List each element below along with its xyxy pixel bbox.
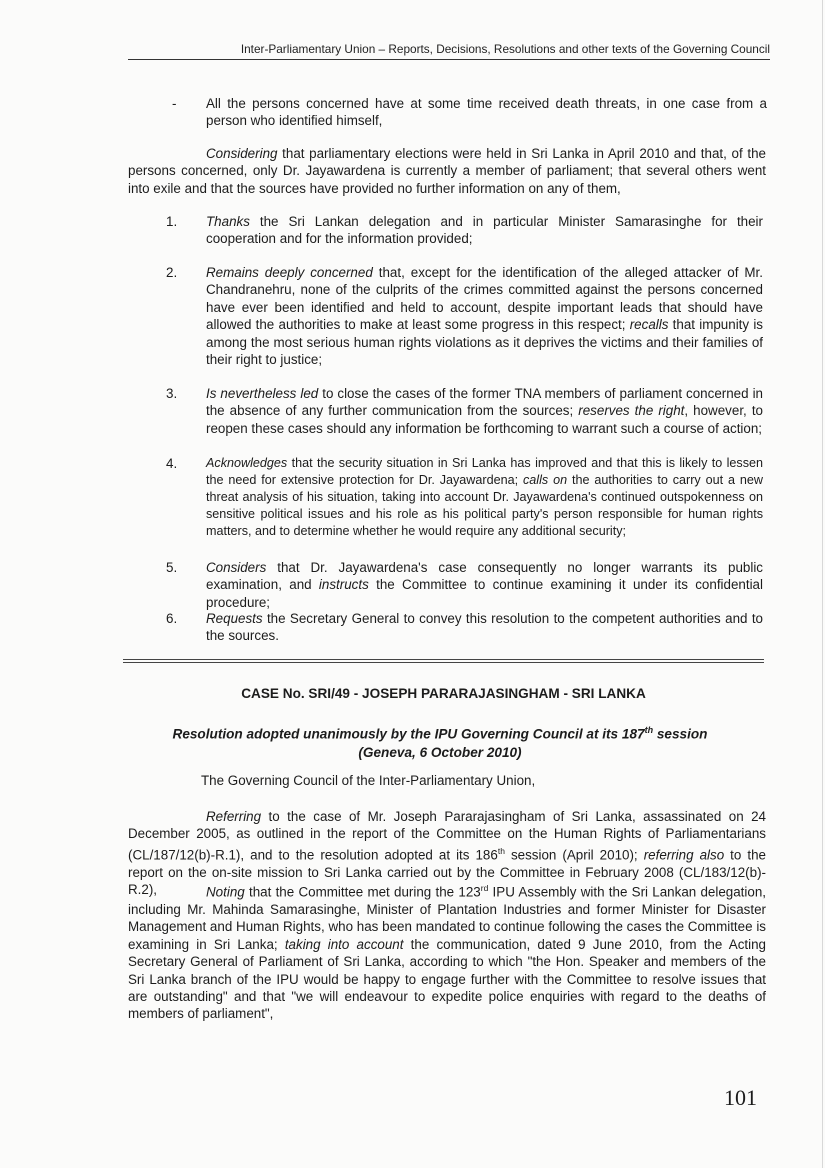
noting-text-2: IPU Assembly with the Sri Lankan delegation, including Mr. Mahinda Samarasinghe, Minister of Plantation Industries and former Minister for Disaster Management and Human Rights, who has been mandated to continue following the cases the Committee is examining in Sri Lanka;	[128, 884, 766, 952]
dash-marker: -	[172, 96, 177, 111]
operative-lead-2: instructs	[318, 577, 369, 593]
intro-paragraph	[128, 772, 766, 789]
noting-paragraph	[128, 880, 766, 1023]
resolution-line1: Resolution adopted unanimously by the IPU Governing Council at its 187	[172, 726, 645, 742]
noting-ordinal: rd	[480, 883, 489, 893]
noting-text: that the Committee met during the 123	[244, 884, 481, 900]
resolution-line2: (Geneva, 6 October 2010)	[358, 744, 522, 760]
case-title: CASE No. SRI/49 - JOSEPH PARARAJASINGHAM - SRI LANKA	[241, 686, 646, 701]
noting-lead: Noting	[206, 884, 245, 900]
operative-lead-2: calls on	[523, 473, 568, 487]
resolution-ordinal: th	[644, 725, 654, 735]
referring-lead: Referring	[206, 809, 262, 824]
running-header: Inter-Parliamentary Union – Reports, Decisions, Resolutions and other texts of the Governing Council	[240, 42, 770, 56]
paragraph-number: 5.	[166, 560, 178, 575]
referring-text: to the case of Mr. Joseph Pararajasingham of Sri Lanka, assassinated on 24 December 2005, as outlined in the report of the Committee on the Human Rights of Parliamentarians (CL/187/12(b)-R.1), and to the resolution adopted at its 186	[128, 809, 766, 863]
dash-item-text: All the persons concerned have at some time received death threats, in one case from a person who identified himself,	[206, 96, 767, 129]
intro-text: The Governing Council of the Inter-Parliamentary Union,	[201, 773, 536, 788]
paragraph-number: 3.	[166, 386, 178, 401]
page-number: 101	[724, 1085, 757, 1110]
considering-text: that parliamentary elections were held in Sri Lanka in April 2010 and that, of the persons concerned, only Dr. Jayawardena is currently a member of parliament; that several others went into exile and that the sources have provided no further information on any of them,	[128, 146, 766, 196]
operative-paragraph-1	[166, 213, 763, 248]
operative-text-2: that impunity is among the most serious human rights violations as it deprives the victims and their families of their right to justice;	[206, 317, 763, 368]
referring-text-2: session (April 2010);	[504, 847, 644, 863]
resolution-line1-end: session	[653, 726, 708, 742]
paragraph-number: 1.	[166, 214, 178, 229]
referring-lead-2: referring also	[643, 847, 725, 863]
operative-lead: Acknowledges	[206, 456, 288, 470]
operative-paragraph-3	[166, 385, 763, 437]
paragraph-number: 4.	[166, 456, 178, 471]
operative-text-2: the Committee to continue examining it under its confidential procedure;	[206, 577, 763, 610]
paragraph-number: 6.	[166, 611, 178, 626]
header-rule	[128, 59, 770, 60]
operative-text: that, except for the identification of the alleged attacker of Mr. Chandranehru, none of the culprits of the crimes committed against the persons concerned have ever been identified and held to account, despite important leads that should have allowed the authorities to make at least some progress in this respect;	[206, 265, 763, 333]
operative-text: the Sri Lankan delegation and in particular Minister Samarasinghe for their cooperation and for the information provided;	[206, 214, 763, 247]
operative-text: that the security situation in Sri Lanka has improved and that this is likely to lessen the need for extensive protection for Dr. Jayawardena;	[206, 456, 763, 487]
operative-lead: Remains deeply concerned	[206, 265, 373, 280]
operative-lead: Thanks	[206, 214, 250, 229]
dash-list-item	[172, 95, 767, 130]
paragraph-number: 2.	[166, 265, 178, 280]
section-divider-top	[123, 659, 764, 660]
section-divider-bottom	[123, 662, 764, 663]
operative-paragraph-6	[166, 610, 763, 645]
operative-lead: Is nevertheless led	[206, 386, 319, 401]
resolution-subtitle	[170, 721, 710, 762]
page-edge	[822, 0, 823, 1168]
operative-text: that Dr. Jayawardena's case consequently no longer warrants its public examination, and	[206, 560, 763, 593]
operative-text: to close the cases of the former TNA members of parliament concerned in the absence of any further communication from the sources;	[206, 386, 763, 419]
operative-paragraph-4	[166, 455, 763, 540]
operative-text: the Secretary General to convey this resolution to the competent authorities and to the sources.	[206, 611, 763, 644]
referring-text-3: to the report on the on-site mission to Sri Lanka carried out by the Committee in February 2008 (CL/183/12(b)-R.2),	[128, 847, 767, 898]
noting-lead-2: taking into account	[284, 936, 404, 952]
operative-text-2: the authorities to carry out a new threat analysis of his situation, taking into account Dr. Jayawardena's continued outspokenness on sensitive political issues and his role as his political party's person responsible for human rights matters, and to determine whether he would require any additional security;	[206, 473, 763, 538]
referring-ordinal: th	[497, 845, 505, 856]
considering-paragraph	[128, 145, 766, 197]
operative-paragraph-2	[166, 264, 763, 368]
operative-lead: Considers	[206, 560, 267, 575]
operative-text-2: , however, to reopen these cases should any information be forthcoming to warrant such a course of action;	[206, 403, 763, 436]
considering-lead: Considering	[206, 146, 278, 161]
operative-lead: Requests	[206, 611, 263, 626]
operative-lead-2: recalls	[629, 317, 669, 333]
noting-text-3: the communication, dated 9 June 2010, from the Acting Secretary General of Parliament of Sri Lanka, according to which "the Hon. Speaker and members of the Sri Lanka branch of the IPU would be happy to engage further with the Committee to resolve issues that are outstanding" and that "we will endeavour to expedite police enquiries with regard to the deaths of members of parliament",	[128, 936, 766, 1022]
operative-paragraph-5	[166, 559, 763, 611]
operative-lead-2: reserves the right	[578, 403, 685, 419]
